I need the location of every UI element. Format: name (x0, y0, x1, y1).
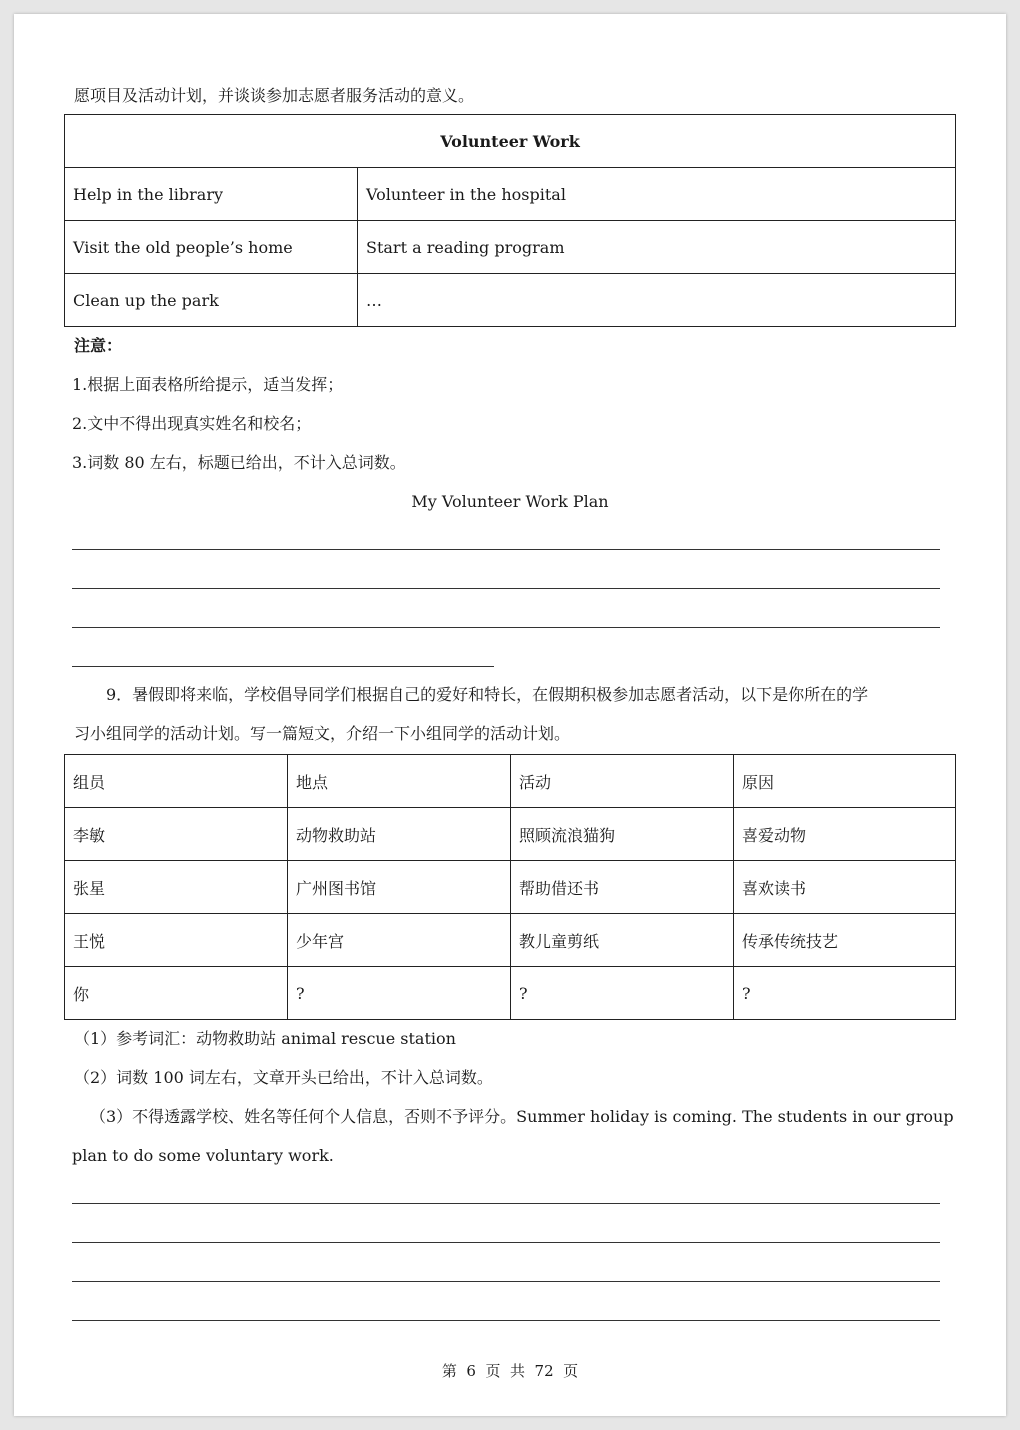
column-header: 活动 (511, 755, 734, 808)
answer-line (72, 1320, 940, 1321)
column-header: 组员 (65, 755, 288, 808)
volunteer-table-title: Volunteer Work (65, 115, 956, 168)
requirement-3-line-2: plan to do some voluntary work. (72, 1146, 334, 1165)
intro-line: 愿项目及活动计划，并谈谈参加志愿者服务活动的意义。 (74, 86, 475, 105)
answer-line (72, 549, 940, 550)
table-cell: ? (288, 967, 511, 1020)
table-cell: 动物救助站 (288, 808, 511, 861)
table-header-row (65, 755, 956, 808)
notes-title: 注意： (74, 336, 123, 355)
table-cell: Visit the old people’s home (65, 221, 358, 274)
table-row (65, 221, 956, 274)
column-header: 原因 (734, 755, 956, 808)
table-cell: … (358, 274, 956, 327)
table-cell: ? (734, 967, 956, 1020)
activity-plan-table (64, 754, 956, 1020)
table-cell: Help in the library (65, 168, 358, 221)
table-row (65, 274, 956, 327)
requirement-2: （2）词数 100 词左右，文章开头已给出，不计入总词数。 (74, 1068, 493, 1087)
essay-title: My Volunteer Work Plan (411, 492, 609, 511)
table-cell: 教儿童剪纸 (511, 914, 734, 967)
note-item: 3.词数 80 左右，标题已给出，不计入总词数。 (72, 453, 406, 472)
note-item: 2.文中不得出现真实姓名和校名； (72, 414, 312, 433)
answer-line (72, 666, 494, 667)
table-cell: 广州图书馆 (288, 861, 511, 914)
requirement-1: （1）参考词汇：动物救助站 animal rescue station (74, 1029, 456, 1048)
note-item: 1.根据上面表格所给提示，适当发挥； (72, 375, 344, 394)
table-cell: 少年宫 (288, 914, 511, 967)
table-cell: 喜爱动物 (734, 808, 956, 861)
answer-line (72, 1203, 940, 1204)
table-cell: 你 (65, 967, 288, 1020)
answer-line (72, 588, 940, 589)
table-cell: Volunteer in the hospital (358, 168, 956, 221)
answer-line (72, 1281, 940, 1282)
table-cell: 传承传统技艺 (734, 914, 956, 967)
table-cell: ? (511, 967, 734, 1020)
document-page (14, 14, 1006, 1416)
table-row (65, 914, 956, 967)
table-cell: Start a reading program (358, 221, 956, 274)
table-cell: 照顾流浪猫狗 (511, 808, 734, 861)
table-row (65, 168, 956, 221)
table-cell: 张星 (65, 861, 288, 914)
answer-line (72, 1242, 940, 1243)
table-cell: Clean up the park (65, 274, 358, 327)
question-9-line-2: 习小组同学的活动计划。写一篇短文，介绍一下小组同学的活动计划。 (74, 724, 571, 743)
page-footer: 第 6 页 共 72 页 (441, 1362, 579, 1380)
table-cell: 帮助借还书 (511, 861, 734, 914)
requirement-3-line-1: （3）不得透露学校、姓名等任何个人信息，否则不予评分。Summer holiday is coming. The students in our group (90, 1107, 954, 1126)
table-row (65, 967, 956, 1020)
table-cell: 喜欢读书 (734, 861, 956, 914)
table-cell: 王悦 (65, 914, 288, 967)
table-cell: 李敏 (65, 808, 288, 861)
table-row (65, 861, 956, 914)
column-header: 地点 (288, 755, 511, 808)
volunteer-work-table (64, 114, 956, 327)
question-9-line-1: 9．暑假即将来临，学校倡导同学们根据自己的爱好和特长，在假期积极参加志愿者活动，以下是你所在的学 (106, 685, 869, 704)
answer-line (72, 627, 940, 628)
table-row (65, 808, 956, 861)
